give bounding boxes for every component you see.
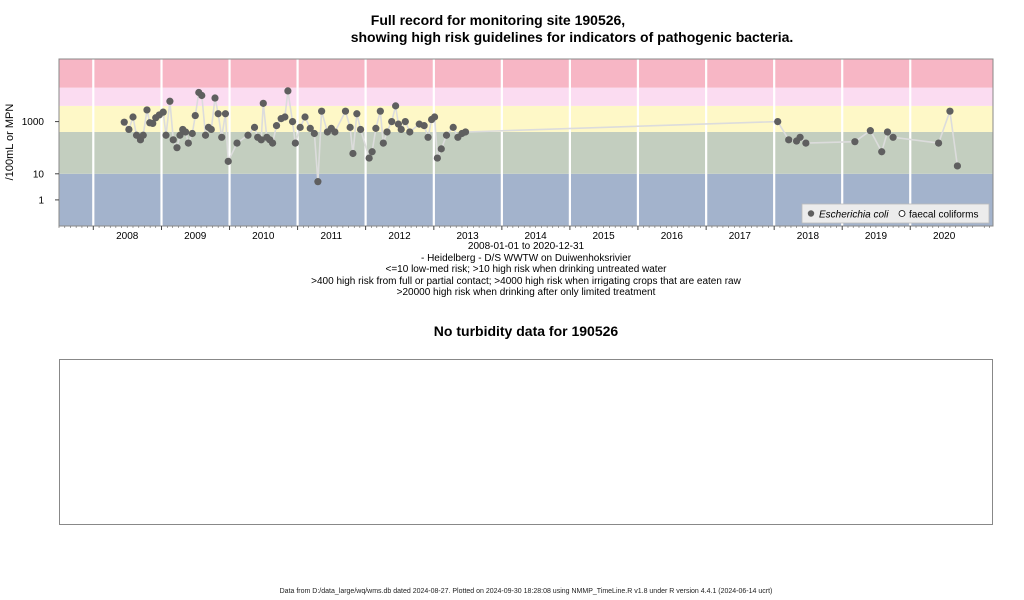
ecoli-point — [140, 132, 147, 139]
ecoli-point — [173, 144, 180, 151]
legend-fc-label: faecal coliforms — [909, 209, 979, 221]
ecoli-point — [314, 178, 321, 185]
ecoli-point — [796, 134, 803, 141]
turbidity-title: No turbidity data for 190526 — [433, 323, 619, 339]
ecoli-point — [369, 148, 376, 155]
ecoli-point — [125, 126, 132, 133]
y-tick-label-1: 1 — [38, 195, 44, 207]
ecoli-point — [189, 130, 196, 137]
ecoli-point — [774, 118, 781, 125]
ecoli-point — [289, 118, 296, 125]
ecoli-point — [383, 128, 390, 135]
risk-band-1 — [59, 132, 993, 174]
ecoli-point — [402, 118, 409, 125]
risk-band-2 — [59, 106, 993, 132]
ecoli-point — [406, 128, 413, 135]
ecoli-point — [292, 139, 299, 146]
ecoli-point — [166, 98, 173, 105]
ecoli-point — [366, 154, 373, 161]
ecoli-point — [357, 126, 364, 133]
ecoli-point — [215, 110, 222, 117]
guideline-line-3: >20000 high risk when drinking after only limited treatment — [396, 287, 656, 299]
ecoli-point — [182, 128, 189, 135]
ecoli-point — [443, 132, 450, 139]
ecoli-point — [198, 92, 205, 99]
ecoli-point — [462, 128, 469, 135]
ecoli-point — [392, 102, 399, 109]
ecoli-point — [301, 113, 308, 120]
ecoli-point — [377, 108, 384, 115]
guideline-line-1: <=10 low-med risk; >10 high risk when drinking untreated water — [385, 264, 667, 276]
x-tick-label-2018: 2018 — [796, 231, 820, 242]
ecoli-point — [946, 108, 953, 115]
ecoli-point — [867, 127, 874, 134]
ecoli-point — [162, 132, 169, 139]
ecoli-point — [372, 125, 379, 132]
x-tick-label-2017: 2017 — [728, 231, 752, 242]
ecoli-point — [424, 134, 431, 141]
guideline-line-2: >400 high risk from full or partial contact; >4000 high risk when irrigating crops that are eaten raw — [311, 275, 741, 287]
ecoli-point — [211, 94, 218, 101]
ecoli-point — [878, 148, 885, 155]
ecoli-point — [884, 128, 891, 135]
ecoli-point — [121, 119, 128, 126]
x-tick-label-2013: 2013 — [456, 231, 479, 242]
footer-note: Data from D:/data_large/wq/wms.db dated 2024-08-27. Plotted on 2024-09-30 18:28:08 using NMMP_TimeLine.R v1.8 under R version 4.4.1 (2024-06-14 ucrt) — [279, 588, 773, 595]
ecoli-point — [349, 150, 356, 157]
ecoli-point — [380, 139, 387, 146]
bacteria-chart — [0, 0, 1024, 260]
ecoli-point — [222, 110, 229, 117]
ecoli-point — [192, 112, 199, 119]
risk-band-4 — [59, 59, 993, 88]
ecoli-point — [129, 113, 136, 120]
ecoli-point — [269, 139, 276, 146]
ecoli-point — [398, 126, 405, 133]
legend-fc-marker — [899, 211, 905, 217]
ecoli-point — [170, 136, 177, 143]
ecoli-point — [297, 124, 304, 131]
y-axis-label: /100mL or MPN — [4, 103, 16, 181]
ecoli-point — [160, 109, 167, 116]
x-tick-label-2014: 2014 — [524, 231, 547, 242]
ecoli-point — [421, 122, 428, 129]
ecoli-point — [889, 134, 896, 141]
chart-title-line-1: Full record for monitoring site 190526, — [370, 12, 626, 28]
x-axis — [59, 226, 989, 242]
ecoli-point — [331, 128, 338, 135]
turbidity-plot-area — [59, 359, 993, 525]
y-axis — [22, 117, 59, 206]
legend — [802, 204, 989, 223]
ecoli-point — [450, 124, 457, 131]
y-tick-label-10: 10 — [32, 169, 44, 181]
ecoli-point — [281, 113, 288, 120]
ecoli-point — [225, 158, 232, 165]
ecoli-point — [347, 124, 354, 131]
date-range-label: 2008-01-01 to 2020-12-31 — [467, 241, 585, 252]
ecoli-point — [438, 145, 445, 152]
y-tick-label-1000: 1000 — [21, 117, 44, 129]
site-name-label: - Heidelberg - D/S WWTW on Duiwenhoksrivier — [420, 252, 632, 264]
ecoli-point — [244, 132, 251, 139]
x-tick-label-2008: 2008 — [116, 231, 139, 242]
ecoli-point — [202, 132, 209, 139]
ecoli-point — [218, 134, 225, 141]
ecoli-point — [851, 138, 858, 145]
ecoli-point — [143, 106, 150, 113]
x-tick-label-2009: 2009 — [184, 231, 207, 242]
chart-subtitle — [0, 241, 1024, 299]
ecoli-point — [785, 136, 792, 143]
chart-title-line-2: showing high risk guidelines for indicators of pathogenic bacteria. — [350, 29, 794, 45]
legend-ecoli-marker — [808, 210, 814, 216]
ecoli-point — [185, 139, 192, 146]
ecoli-point — [353, 110, 360, 117]
ecoli-point — [208, 126, 215, 133]
x-tick-label-2011: 2011 — [320, 231, 343, 242]
x-tick-label-2010: 2010 — [252, 231, 275, 242]
ecoli-point — [284, 87, 291, 94]
ecoli-point — [251, 124, 258, 131]
x-tick-label-2015: 2015 — [592, 231, 615, 242]
ecoli-point — [233, 139, 240, 146]
ecoli-point — [273, 122, 280, 129]
x-tick-label-2012: 2012 — [388, 231, 411, 242]
x-tick-label-2019: 2019 — [864, 231, 888, 242]
ecoli-point — [935, 139, 942, 146]
ecoli-point — [388, 118, 395, 125]
legend-ecoli-label: Escherichia coli — [819, 209, 889, 221]
x-tick-label-2020: 2020 — [933, 231, 956, 242]
ecoli-point — [318, 108, 325, 115]
ecoli-point — [954, 162, 961, 169]
ecoli-point — [260, 100, 267, 107]
ecoli-point — [802, 139, 809, 146]
ecoli-point — [342, 108, 349, 115]
x-tick-label-2016: 2016 — [660, 231, 683, 242]
ecoli-point — [311, 130, 318, 137]
ecoli-point — [434, 154, 441, 161]
ecoli-point — [431, 113, 438, 120]
